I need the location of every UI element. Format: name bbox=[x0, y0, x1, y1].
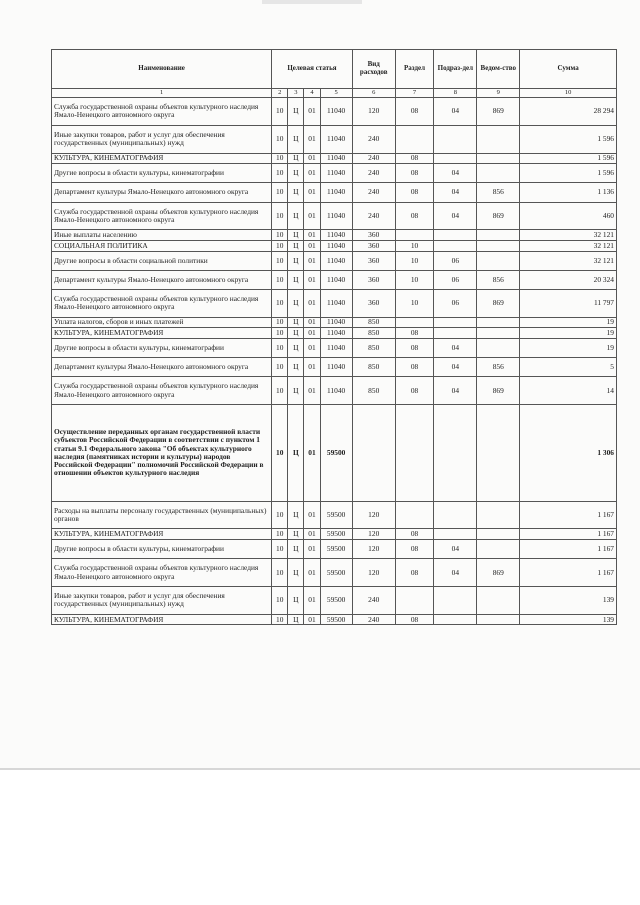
row-code-direction: 11040 bbox=[320, 317, 352, 328]
row-code-main-event: 01 bbox=[304, 183, 320, 202]
table-header-row bbox=[52, 50, 617, 89]
row-name: Уплата налогов, сборов и иных платежей bbox=[52, 317, 272, 328]
row-code-subprogram: Ц bbox=[288, 540, 304, 559]
row-subsection bbox=[434, 587, 477, 615]
row-code-main-event: 01 bbox=[304, 377, 320, 405]
row-code-main-event: 01 bbox=[304, 587, 320, 615]
row-name: Расходы на выплаты персоналу государственных (муниципальных) органов bbox=[52, 501, 272, 529]
row-department: 856 bbox=[477, 358, 520, 377]
row-code-program: 10 bbox=[272, 164, 288, 183]
row-sum: 1 167 bbox=[520, 559, 617, 587]
row-section bbox=[395, 125, 434, 153]
column-number: 7 bbox=[395, 89, 434, 98]
row-sum: 19 bbox=[520, 338, 617, 357]
row-department bbox=[477, 587, 520, 615]
row-expense-type bbox=[352, 405, 395, 502]
row-subsection bbox=[434, 317, 477, 328]
row-department bbox=[477, 501, 520, 529]
row-code-direction: 59500 bbox=[320, 559, 352, 587]
row-department: 856 bbox=[477, 270, 520, 289]
row-code-main-event: 01 bbox=[304, 153, 320, 164]
row-sum: 1 167 bbox=[520, 540, 617, 559]
row-subsection bbox=[434, 125, 477, 153]
header-section: Раздел bbox=[395, 50, 434, 89]
table-row bbox=[52, 270, 617, 289]
row-department bbox=[477, 540, 520, 559]
row-code-direction: 59500 bbox=[320, 614, 352, 625]
table-row bbox=[52, 289, 617, 317]
row-expense-type: 850 bbox=[352, 328, 395, 339]
row-code-program: 10 bbox=[272, 614, 288, 625]
header-name: Наименование bbox=[52, 50, 272, 89]
row-code-direction: 11040 bbox=[320, 358, 352, 377]
row-department bbox=[477, 317, 520, 328]
row-code-program: 10 bbox=[272, 98, 288, 126]
row-code-main-event: 01 bbox=[304, 240, 320, 251]
row-sum: 28 294 bbox=[520, 98, 617, 126]
row-name: Иные выплаты населению bbox=[52, 230, 272, 241]
row-code-program: 10 bbox=[272, 270, 288, 289]
row-code-subprogram: Ц bbox=[288, 338, 304, 357]
row-code-program: 10 bbox=[272, 540, 288, 559]
row-sum: 11 797 bbox=[520, 289, 617, 317]
row-department bbox=[477, 614, 520, 625]
row-sum: 1 167 bbox=[520, 529, 617, 540]
row-subsection: 06 bbox=[434, 289, 477, 317]
row-subsection bbox=[434, 328, 477, 339]
row-name: Иные закупки товаров, работ и услуг для обеспечения государственных (муниципальных) нужд bbox=[52, 125, 272, 153]
row-name: Другие вопросы в области культуры, кинематографии bbox=[52, 338, 272, 357]
row-subsection: 04 bbox=[434, 183, 477, 202]
row-sum: 1 167 bbox=[520, 501, 617, 529]
row-sum: 19 bbox=[520, 328, 617, 339]
table-row bbox=[52, 559, 617, 587]
row-code-program: 10 bbox=[272, 328, 288, 339]
row-expense-type: 120 bbox=[352, 540, 395, 559]
row-section: 08 bbox=[395, 377, 434, 405]
row-code-subprogram: Ц bbox=[288, 377, 304, 405]
row-code-direction: 11040 bbox=[320, 164, 352, 183]
row-code-subprogram: Ц bbox=[288, 164, 304, 183]
row-code-main-event: 01 bbox=[304, 317, 320, 328]
row-sum: 19 bbox=[520, 317, 617, 328]
row-sum: 460 bbox=[520, 202, 617, 230]
column-number-row bbox=[52, 89, 617, 98]
row-code-direction: 11040 bbox=[320, 98, 352, 126]
row-code-program: 10 bbox=[272, 338, 288, 357]
row-code-program: 10 bbox=[272, 240, 288, 251]
row-code-direction: 11040 bbox=[320, 202, 352, 230]
row-code-subprogram: Ц bbox=[288, 270, 304, 289]
row-code-direction: 11040 bbox=[320, 125, 352, 153]
header-target-article: Целевая статья bbox=[272, 50, 353, 89]
row-code-main-event: 01 bbox=[304, 270, 320, 289]
header-expense-type: Вид расходов bbox=[352, 50, 395, 89]
row-section: 10 bbox=[395, 251, 434, 270]
table-row bbox=[52, 251, 617, 270]
row-department: 869 bbox=[477, 98, 520, 126]
row-name: Департамент культуры Ямало-Ненецкого автономного округа bbox=[52, 358, 272, 377]
row-section: 08 bbox=[395, 153, 434, 164]
row-sum: 1 596 bbox=[520, 164, 617, 183]
row-name: Служба государственной охраны объектов культурного наследия Ямало-Ненецкого автономного округа bbox=[52, 377, 272, 405]
column-number: 2 bbox=[272, 89, 288, 98]
row-name: Служба государственной охраны объектов культурного наследия Ямало-Ненецкого автономного округа bbox=[52, 202, 272, 230]
table-row bbox=[52, 240, 617, 251]
table-row bbox=[52, 328, 617, 339]
row-department bbox=[477, 125, 520, 153]
row-section bbox=[395, 317, 434, 328]
row-name: Служба государственной охраны объектов культурного наследия Ямало-Ненецкого автономного округа bbox=[52, 559, 272, 587]
row-department bbox=[477, 251, 520, 270]
row-code-subprogram: Ц bbox=[288, 183, 304, 202]
row-code-main-event: 01 bbox=[304, 164, 320, 183]
row-sum: 20 324 bbox=[520, 270, 617, 289]
column-number: 4 bbox=[304, 89, 320, 98]
row-code-subprogram: Ц bbox=[288, 240, 304, 251]
row-code-program: 10 bbox=[272, 230, 288, 241]
row-section: 10 bbox=[395, 240, 434, 251]
row-subsection: 04 bbox=[434, 559, 477, 587]
row-code-subprogram: Ц bbox=[288, 587, 304, 615]
row-section bbox=[395, 230, 434, 241]
table-row bbox=[52, 125, 617, 153]
row-subsection: 04 bbox=[434, 358, 477, 377]
row-code-main-event: 01 bbox=[304, 125, 320, 153]
row-code-subprogram: Ц bbox=[288, 230, 304, 241]
row-code-main-event: 01 bbox=[304, 98, 320, 126]
header-sum: Сумма bbox=[520, 50, 617, 89]
row-code-main-event: 01 bbox=[304, 289, 320, 317]
table-row bbox=[52, 230, 617, 241]
row-section: 08 bbox=[395, 540, 434, 559]
row-section: 08 bbox=[395, 529, 434, 540]
row-subsection bbox=[434, 405, 477, 502]
row-code-direction: 59500 bbox=[320, 540, 352, 559]
row-subsection bbox=[434, 153, 477, 164]
scan-edge-mark bbox=[262, 0, 362, 4]
row-sum: 1 306 bbox=[520, 405, 617, 502]
row-code-program: 10 bbox=[272, 501, 288, 529]
row-subsection: 04 bbox=[434, 540, 477, 559]
row-section: 10 bbox=[395, 270, 434, 289]
row-section: 08 bbox=[395, 164, 434, 183]
row-code-main-event: 01 bbox=[304, 405, 320, 502]
row-name: Иные закупки товаров, работ и услуг для обеспечения государственных (муниципальных) нужд bbox=[52, 587, 272, 615]
row-code-program: 10 bbox=[272, 559, 288, 587]
row-code-program: 10 bbox=[272, 405, 288, 502]
row-expense-type: 240 bbox=[352, 164, 395, 183]
row-expense-type: 240 bbox=[352, 125, 395, 153]
row-name: КУЛЬТУРА, КИНЕМАТОГРАФИЯ bbox=[52, 529, 272, 540]
row-code-subprogram: Ц bbox=[288, 405, 304, 502]
row-code-program: 10 bbox=[272, 183, 288, 202]
row-name: КУЛЬТУРА, КИНЕМАТОГРАФИЯ bbox=[52, 153, 272, 164]
row-sum: 1 136 bbox=[520, 183, 617, 202]
row-sum: 1 596 bbox=[520, 153, 617, 164]
row-section: 08 bbox=[395, 202, 434, 230]
row-expense-type: 360 bbox=[352, 251, 395, 270]
row-code-direction: 11040 bbox=[320, 328, 352, 339]
row-code-main-event: 01 bbox=[304, 540, 320, 559]
row-code-program: 10 bbox=[272, 289, 288, 317]
row-expense-type: 120 bbox=[352, 501, 395, 529]
row-name: КУЛЬТУРА, КИНЕМАТОГРАФИЯ bbox=[52, 328, 272, 339]
row-expense-type: 120 bbox=[352, 98, 395, 126]
row-subsection bbox=[434, 529, 477, 540]
row-code-direction: 11040 bbox=[320, 240, 352, 251]
row-code-direction: 59500 bbox=[320, 501, 352, 529]
column-number: 1 bbox=[52, 89, 272, 98]
row-department bbox=[477, 328, 520, 339]
table-row bbox=[52, 153, 617, 164]
table-row bbox=[52, 540, 617, 559]
row-code-subprogram: Ц bbox=[288, 529, 304, 540]
row-section: 08 bbox=[395, 338, 434, 357]
row-department: 869 bbox=[477, 377, 520, 405]
row-section bbox=[395, 501, 434, 529]
row-subsection bbox=[434, 501, 477, 529]
table-row bbox=[52, 202, 617, 230]
column-number: 5 bbox=[320, 89, 352, 98]
row-department: 856 bbox=[477, 183, 520, 202]
row-department: 869 bbox=[477, 202, 520, 230]
row-expense-type: 240 bbox=[352, 183, 395, 202]
row-code-program: 10 bbox=[272, 153, 288, 164]
row-subsection bbox=[434, 230, 477, 241]
row-code-subprogram: Ц bbox=[288, 251, 304, 270]
row-sum: 139 bbox=[520, 614, 617, 625]
row-code-direction: 11040 bbox=[320, 230, 352, 241]
row-code-program: 10 bbox=[272, 587, 288, 615]
row-sum: 32 121 bbox=[520, 230, 617, 241]
row-department: 869 bbox=[477, 559, 520, 587]
column-number: 3 bbox=[288, 89, 304, 98]
row-code-direction: 11040 bbox=[320, 270, 352, 289]
row-section bbox=[395, 587, 434, 615]
table-row bbox=[52, 317, 617, 328]
row-code-direction: 11040 bbox=[320, 289, 352, 317]
row-name: Департамент культуры Ямало-Ненецкого автономного округа bbox=[52, 270, 272, 289]
row-code-direction: 11040 bbox=[320, 251, 352, 270]
row-code-direction: 59500 bbox=[320, 405, 352, 502]
table-row bbox=[52, 529, 617, 540]
row-expense-type: 240 bbox=[352, 614, 395, 625]
header-subsection: Подраз-дел bbox=[434, 50, 477, 89]
row-code-program: 10 bbox=[272, 377, 288, 405]
row-expense-type: 120 bbox=[352, 529, 395, 540]
row-sum: 5 bbox=[520, 358, 617, 377]
row-sum: 1 596 bbox=[520, 125, 617, 153]
row-sum: 14 bbox=[520, 377, 617, 405]
row-code-main-event: 01 bbox=[304, 328, 320, 339]
table-row bbox=[52, 164, 617, 183]
row-code-direction: 59500 bbox=[320, 587, 352, 615]
row-expense-type: 120 bbox=[352, 559, 395, 587]
row-code-subprogram: Ц bbox=[288, 559, 304, 587]
row-subsection bbox=[434, 240, 477, 251]
row-subsection: 04 bbox=[434, 164, 477, 183]
row-code-main-event: 01 bbox=[304, 338, 320, 357]
row-code-main-event: 01 bbox=[304, 202, 320, 230]
row-department: 869 bbox=[477, 289, 520, 317]
table-row bbox=[52, 338, 617, 357]
row-code-program: 10 bbox=[272, 529, 288, 540]
row-subsection: 04 bbox=[434, 377, 477, 405]
budget-table bbox=[51, 49, 617, 625]
row-department bbox=[477, 240, 520, 251]
row-department bbox=[477, 230, 520, 241]
column-number: 10 bbox=[520, 89, 617, 98]
row-expense-type: 360 bbox=[352, 270, 395, 289]
row-subsection: 04 bbox=[434, 98, 477, 126]
column-number: 8 bbox=[434, 89, 477, 98]
row-name: КУЛЬТУРА, КИНЕМАТОГРАФИЯ bbox=[52, 614, 272, 625]
row-code-subprogram: Ц bbox=[288, 153, 304, 164]
row-expense-type: 240 bbox=[352, 153, 395, 164]
row-code-main-event: 01 bbox=[304, 559, 320, 587]
row-expense-type: 850 bbox=[352, 358, 395, 377]
row-subsection bbox=[434, 614, 477, 625]
row-name: Департамент культуры Ямало-Ненецкого автономного округа bbox=[52, 183, 272, 202]
header-department: Ведом-ство bbox=[477, 50, 520, 89]
row-section: 08 bbox=[395, 98, 434, 126]
row-department bbox=[477, 164, 520, 183]
row-code-program: 10 bbox=[272, 317, 288, 328]
row-expense-type: 360 bbox=[352, 230, 395, 241]
row-name: Служба государственной охраны объектов культурного наследия Ямало-Ненецкого автономного округа bbox=[52, 289, 272, 317]
row-section bbox=[395, 405, 434, 502]
row-code-subprogram: Ц bbox=[288, 614, 304, 625]
row-expense-type: 240 bbox=[352, 202, 395, 230]
row-section: 08 bbox=[395, 328, 434, 339]
row-code-direction: 11040 bbox=[320, 338, 352, 357]
row-code-direction: 11040 bbox=[320, 153, 352, 164]
table-row bbox=[52, 98, 617, 126]
row-code-subprogram: Ц bbox=[288, 289, 304, 317]
row-name: Другие вопросы в области социальной политики bbox=[52, 251, 272, 270]
row-code-direction: 11040 bbox=[320, 183, 352, 202]
row-code-subprogram: Ц bbox=[288, 98, 304, 126]
row-expense-type: 240 bbox=[352, 587, 395, 615]
row-code-main-event: 01 bbox=[304, 614, 320, 625]
row-sum: 32 121 bbox=[520, 240, 617, 251]
table-row bbox=[52, 183, 617, 202]
row-expense-type: 850 bbox=[352, 338, 395, 357]
row-code-subprogram: Ц bbox=[288, 125, 304, 153]
row-expense-type: 850 bbox=[352, 317, 395, 328]
row-code-program: 10 bbox=[272, 125, 288, 153]
row-subsection: 04 bbox=[434, 338, 477, 357]
row-sum: 32 121 bbox=[520, 251, 617, 270]
row-expense-type: 360 bbox=[352, 240, 395, 251]
row-subsection: 06 bbox=[434, 251, 477, 270]
row-subsection: 06 bbox=[434, 270, 477, 289]
table-row bbox=[52, 377, 617, 405]
row-code-subprogram: Ц bbox=[288, 202, 304, 230]
row-code-program: 10 bbox=[272, 358, 288, 377]
column-number: 6 bbox=[352, 89, 395, 98]
row-sum: 139 bbox=[520, 587, 617, 615]
row-section: 10 bbox=[395, 289, 434, 317]
table-row bbox=[52, 614, 617, 625]
row-code-subprogram: Ц bbox=[288, 501, 304, 529]
row-code-main-event: 01 bbox=[304, 501, 320, 529]
row-name: Другие вопросы в области культуры, кинематографии bbox=[52, 164, 272, 183]
row-department bbox=[477, 529, 520, 540]
row-code-subprogram: Ц bbox=[288, 358, 304, 377]
row-section: 08 bbox=[395, 183, 434, 202]
table-row bbox=[52, 501, 617, 529]
row-name: Служба государственной охраны объектов культурного наследия Ямало-Ненецкого автономного округа bbox=[52, 98, 272, 126]
row-expense-type: 850 bbox=[352, 377, 395, 405]
row-department bbox=[477, 405, 520, 502]
table-row bbox=[52, 587, 617, 615]
row-code-main-event: 01 bbox=[304, 358, 320, 377]
table-row bbox=[52, 358, 617, 377]
row-department bbox=[477, 153, 520, 164]
row-section: 08 bbox=[395, 358, 434, 377]
row-section: 08 bbox=[395, 559, 434, 587]
row-code-program: 10 bbox=[272, 251, 288, 270]
row-name: Осуществление переданных органам государственной власти субъектов Российской Федерации в соответствии с пунктом 1 статьи 9.1 Федерального закона "Об объектах культурного наследия (памятниках истории и культуры) народов Российской Федерации" полномочий Российской Федерации в отношении объектов культурного наследия bbox=[52, 405, 272, 502]
row-name: СОЦИАЛЬНАЯ ПОЛИТИКА bbox=[52, 240, 272, 251]
row-subsection: 04 bbox=[434, 202, 477, 230]
row-code-main-event: 01 bbox=[304, 230, 320, 241]
row-name: Другие вопросы в области культуры, кинематографии bbox=[52, 540, 272, 559]
row-code-main-event: 01 bbox=[304, 529, 320, 540]
row-code-subprogram: Ц bbox=[288, 317, 304, 328]
row-section: 08 bbox=[395, 614, 434, 625]
row-code-direction: 59500 bbox=[320, 529, 352, 540]
row-department bbox=[477, 338, 520, 357]
row-code-program: 10 bbox=[272, 202, 288, 230]
table-row bbox=[52, 405, 617, 502]
table-body bbox=[52, 98, 617, 625]
row-expense-type: 360 bbox=[352, 289, 395, 317]
row-code-direction: 11040 bbox=[320, 377, 352, 405]
column-number: 9 bbox=[477, 89, 520, 98]
row-code-subprogram: Ц bbox=[288, 328, 304, 339]
row-code-main-event: 01 bbox=[304, 251, 320, 270]
